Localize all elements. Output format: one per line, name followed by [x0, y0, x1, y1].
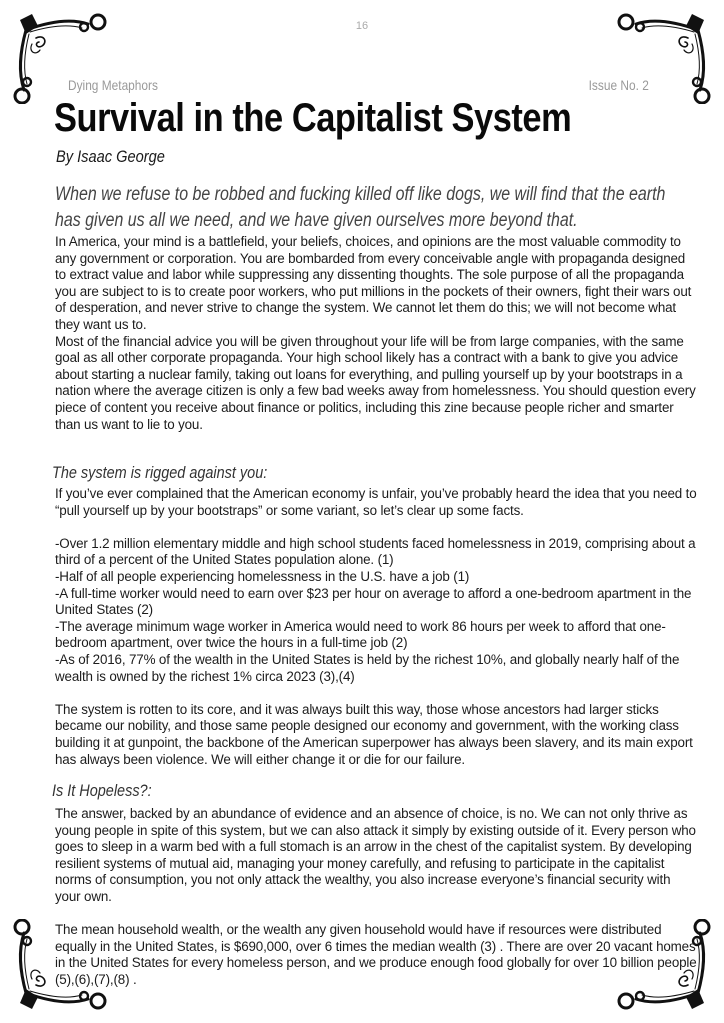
section-heading-rigged: The system is rigged against you:	[52, 463, 268, 482]
section-hopeless	[55, 806, 697, 989]
section-closing: The system is rotten to its core, and it was always built this way, those whose ancestors had larger sticks became our nobility, and those same people designed our economy and government, with the working class building it at gunpoint, the backbone of the American superpower has always been slavery, and its main export has always been violence. We will either change it or die for our failure.	[55, 701, 693, 767]
page-number: 16	[355, 20, 369, 32]
article-byline: By Isaac George	[56, 147, 165, 166]
fact-item: -A full-time worker would need to earn over $23 per hour on average to afford a one-bedroom apartment in the United States (2)	[55, 585, 692, 618]
zine-name: Dying Metaphors	[68, 77, 158, 93]
issue-number: Issue No. 2	[588, 77, 649, 93]
intro-section	[55, 234, 697, 433]
section-paragraph: The mean household wealth, or the wealth any given household would have if resources were distributed equally in the United States, is $690,000, over 6 times the median wealth (3) . There are over 20 vacant homes in the United States for every homeless person, and we produce enough food globally for over 10 billion people (5),(6),(7),(8) .	[55, 922, 697, 987]
intro-paragraph: In America, your mind is a battlefield, your beliefs, choices, and opinions are the most valuable commodity to any government or corporation. You are bombarded from every conceivable angle with propaganda designed to extract value and labor while suppressing any dissenting thoughts. The sole purpose of all the propaganda you are subject to is to create poor workers, who put millions in the pockets of their owners, fight their wars out of desperation, and never strive to change the system. We cannot let them do this; we will not become what they want us to.	[55, 234, 692, 332]
fact-item: -The average minimum wage worker in America would need to work 86 hours per week to afford that one-bedroom apartment, over twice the hours in a full-time job (2)	[55, 618, 666, 651]
intro-paragraph: Most of the financial advice you will be given throughout your life will be from large companies, with the same goal as all other corporate propaganda. Your high school likely has a contract with a bank to give you advice about starting a nuclear family, taking out loans for everything, and pulling yourself up by your bootstraps in a nation where the average citizen is only a few bad weeks away from homelessness. You should question every piece of content you receive about finance or politics, including this zine because people richer and smarter than us want to lie to you.	[55, 333, 696, 432]
fact-item: -Over 1.2 million elementary middle and high school students faced homelessness in 2019, comprising about a third of a percent of the United States population alone. (1)	[55, 535, 696, 568]
fact-item: -Half of all people experiencing homelessness in the U.S. have a job (1)	[55, 568, 470, 584]
article-title: Survival in the Capitalist System	[54, 96, 572, 140]
section-intro: If you’ve ever complained that the American economy is unfair, you’ve probably heard the idea that you need to “pull yourself up by your bootstraps” or some variant, so let’s clear up some facts.	[55, 486, 697, 518]
article-epigraph: When we refuse to be robbed and fucking killed off like dogs, we will find that the earth has given us all we need, and we have given ourselves more beyond that.	[55, 184, 666, 231]
section-rigged	[55, 486, 697, 768]
fact-item: -As of 2016, 77% of the wealth in the United States is held by the richest 10%, and globally nearly half of the wealth is owned by the richest 1% circa 2023 (3),(4)	[55, 651, 680, 684]
section-heading-hopeless: Is It Hopeless?:	[52, 781, 152, 800]
section-paragraph: The answer, backed by an abundance of evidence and an absence of choice, is no. We can not only thrive as young people in spite of this system, but we can also attack it simply by existing outside of it. Every person who goes to sleep in a warm bed with a full stomach is an arrow in the chest of the capitalist system. By developing resilient systems of mutual aid, managing your money carefully, and refusing to participate in the capitalist norms of consumption, you not only attack the wealthy, you also increase everyone’s financial security with your own.	[55, 806, 696, 904]
